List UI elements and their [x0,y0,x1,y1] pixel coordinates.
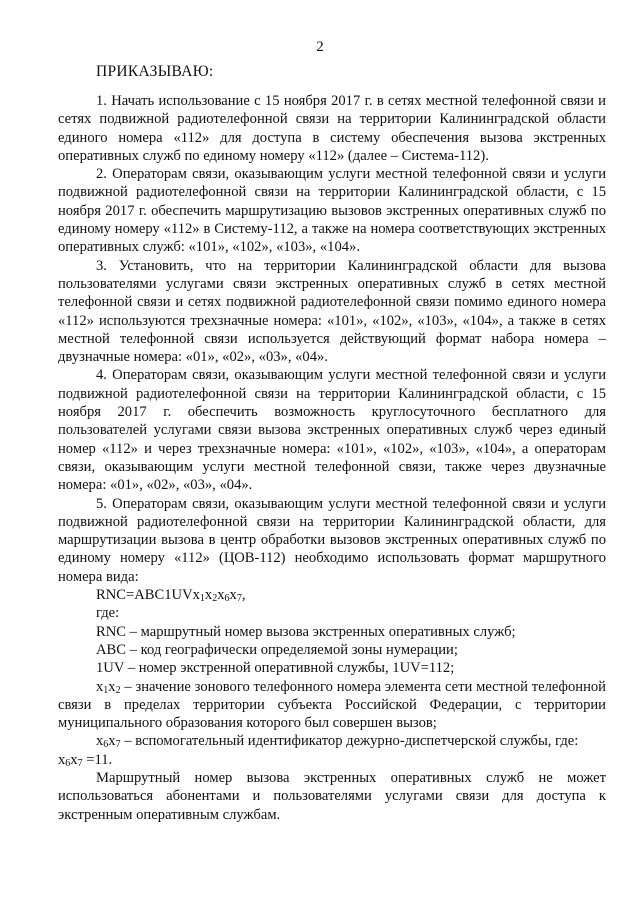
definition-x6x7: $x_6x_7$ – вспомогательный идентификатор дежурно-диспетчерской службы, где: [96,733,579,751]
definition-1uv: 1UV – номер экстренной оперативной службы, 1UV=112; [96,660,455,677]
paragraph-5: 5. Операторам связи, оказывающим услуги местной телефонной связи и услуги подвижной радиотелефонной связи на территории Калининградской области, для маршрутизации вызова в центр обработки вызовов экстренных оперативных служб по единому номеру «112» (ЦОВ-112) необходимо использовать формат маршрутного номера вида: [58,495,606,585]
definition-x1x2: $x_1x_2$ – значение зонового телефонного номера элемента сети местной телефонной связи в пределах территории субъекта Российской Федерации, с территории муниципального образования которого был совершен вызов; [58,678,606,732]
definition-rnc: RNC – маршрутный номер вызова экстренных оперативных служб; [96,623,516,640]
routing-formula: $RNC=ABC1UVx_1x_2x_6x_7$, [96,587,246,605]
paragraph-3: 3. Установить, что на территории Калининградской области для вызова пользователями услугами связи экстренных оперативных служб в сетях местной телефонной связи и сетях подвижной радиотелефонной связи помимо единого номера «112» используются трехзначные номера: «101», «102», «103», «104», а также в сетях местной телефонной связи используется действующий формат набора номера – двузначные номера: «01», «02», «03», «04». [58,257,606,366]
order-heading: ПРИКАЗЫВАЮ: [96,63,214,80]
closing-paragraph: Маршрутный номер вызова экстренных оперативных служб не может использоваться абонентами и пользователями услугами связи для доступа к экстренным оперативным службам. [58,769,606,823]
paragraph-1: 1. Начать использование с 15 ноября 2017 г. в сетях местной телефонной связи и сетях подвижной радиотелефонной связи на территории Калининградской области единого номера «112» для доступа в систему обеспечения вызова экстренных оперативных служб по единому номеру «112» (далее – Система-112). [58,93,606,164]
page-number: 2 [316,39,324,55]
value-x6x7: $x_6x_7 =11$. [58,751,113,769]
paragraph-4: 4. Операторам связи, оказывающим услуги местной телефонной связи и услуги подвижной радиотелефонной связи на территории Калининградской области, с 15 ноября 2017 г. обеспечить возможность круглосуточного бесплатного для пользователей услугами связи вызова экстренных оперативных служб через единый номер «112» и через трехзначные номера: «101», «102», «103», «104», а операторам связи, оказывающим услуги местной телефонной связи, также через двузначные номера: «01», «02», «03», «04». [58,367,606,494]
document-body [58,92,606,824]
definition-abc: ABC – код географически определяемой зоны нумерации; [96,641,458,658]
where-label: где: [96,605,120,622]
paragraph-2: 2. Операторам связи, оказывающим услуги местной телефонной связи и услуги подвижной радиотелефонной связи на территории Калининградской области, с 15 ноября 2017 г. обеспечить маршрутизацию вызовов экстренных оперативных служб по единому номеру «112» в Систему-112, а также на номера соответствующих экстренных оперативных служб: «101», «102», «103», «104». [58,166,606,256]
